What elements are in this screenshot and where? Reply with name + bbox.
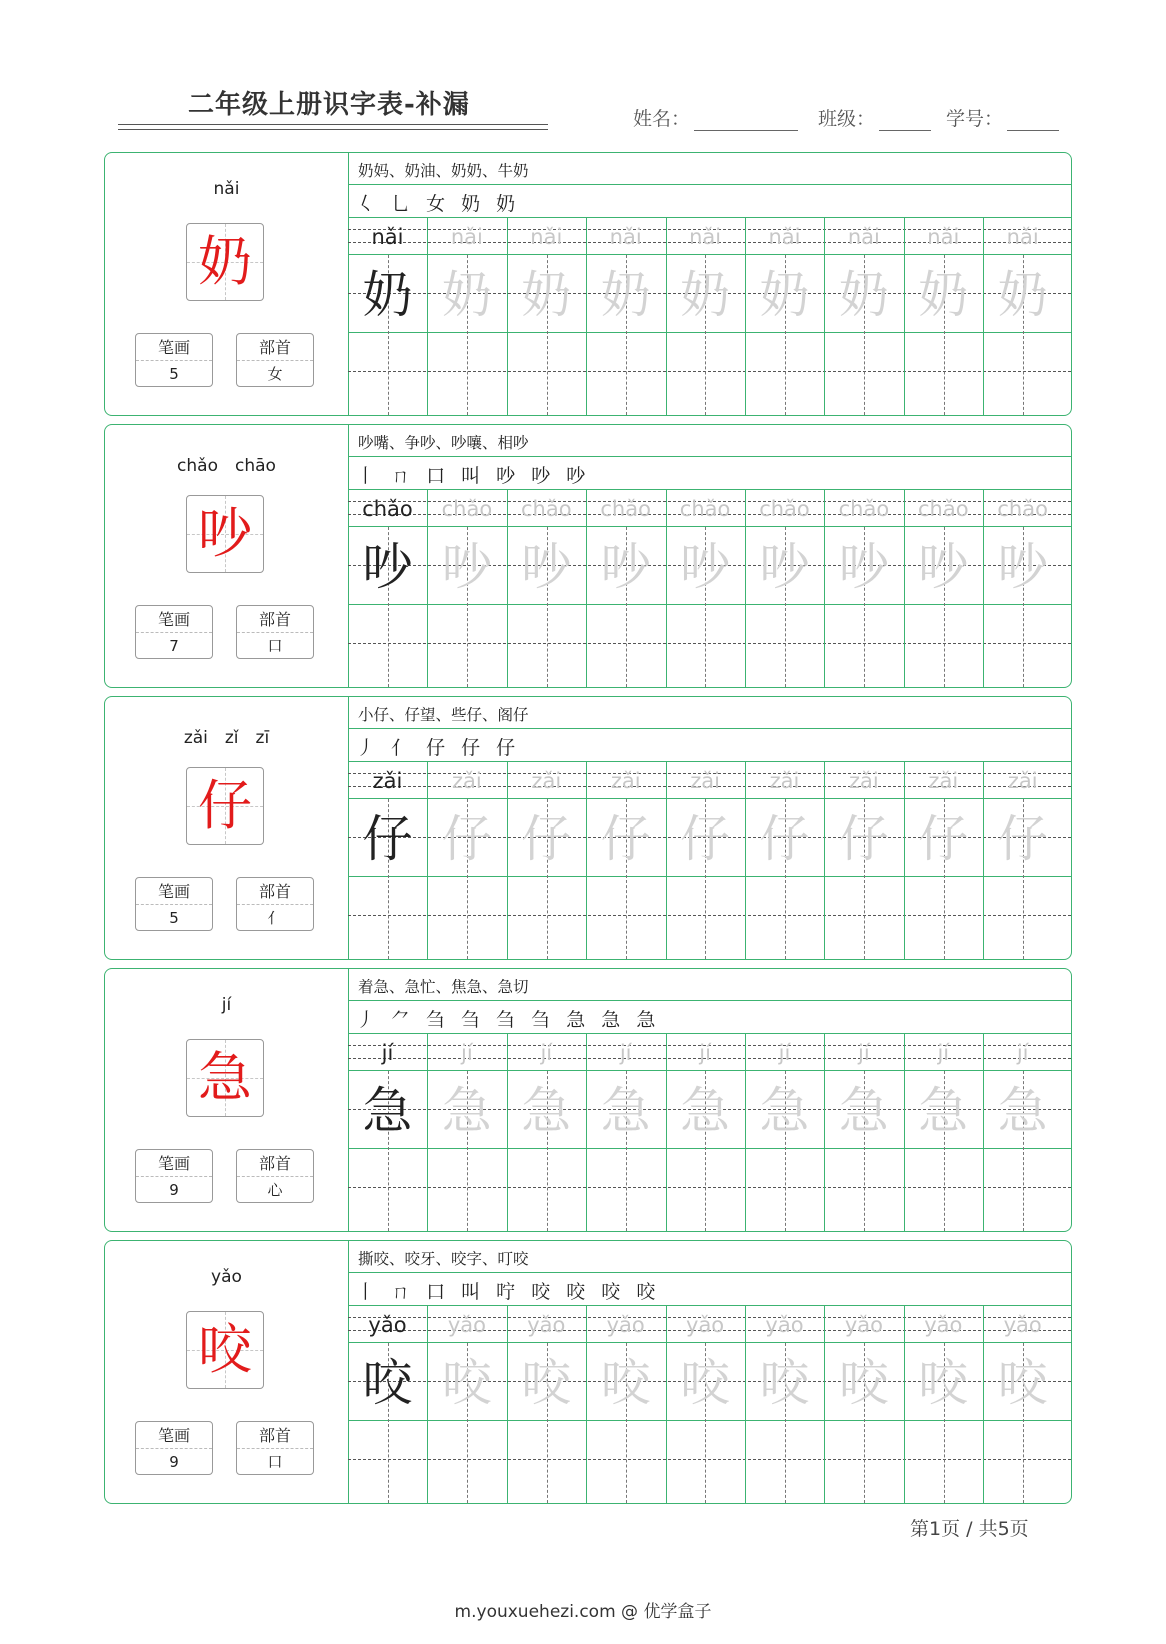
practice-pinyin-cell: chǎo (918, 497, 969, 521)
practice-char-cell: 仔 (600, 810, 651, 868)
practice-char-cell: 急 (600, 1082, 651, 1140)
practice-char-cell: 仔 (838, 810, 889, 868)
stroke-count-label: 笔画 (136, 1150, 212, 1177)
row-divider (348, 184, 1071, 185)
practice-pinyin-cell: zǎi (452, 769, 482, 793)
practice-char-cell: 急 (997, 1082, 1048, 1140)
character-card (104, 424, 1072, 688)
stroke-count-value: 5 (169, 909, 179, 927)
char-guide-line (348, 915, 1071, 916)
stroke-count-box (135, 1421, 213, 1475)
character-card (104, 696, 1072, 960)
character-card (104, 968, 1072, 1232)
character-card (104, 1240, 1072, 1504)
character-info-panel (105, 425, 349, 687)
practice-pinyin-cell: zǎi (1007, 769, 1038, 793)
stroke-order: 丨 ㄇ 口 叫 吵 吵 吵 (356, 465, 591, 487)
word-examples: 吵嘴、争吵、吵嚷、相吵 (358, 434, 529, 452)
practice-char-cell: 急 (918, 1082, 969, 1140)
practice-pinyin-cell: zǎi (849, 769, 879, 793)
practice-char-cell: 急 (441, 1082, 492, 1140)
radical-box (236, 1421, 314, 1475)
number-label: 学号： (946, 108, 1004, 130)
radical-value: 口 (267, 637, 283, 655)
practice-pinyin-cell: nǎi (530, 225, 563, 249)
practice-char-cell: 吵 (521, 538, 572, 596)
practice-char-cell: 奶 (759, 266, 810, 324)
practice-char-cell: 仔 (680, 810, 731, 868)
stroke-count-value: 7 (169, 637, 179, 655)
character-glyph: 仔 (198, 774, 252, 837)
practice-pinyin-cell: jí (381, 1041, 394, 1065)
character-display-box (186, 1039, 264, 1117)
practice-char-cell: 咬 (759, 1354, 810, 1412)
character-info-panel (105, 969, 349, 1231)
practice-pinyin-cell: jí (1016, 1041, 1029, 1065)
practice-char-cell: 吵 (997, 538, 1048, 596)
stroke-count-box (135, 1149, 213, 1203)
name-label: 姓名： (633, 108, 691, 130)
word-examples: 奶妈、奶油、奶奶、牛奶 (358, 162, 529, 180)
practice-char-cell: 吵 (838, 538, 889, 596)
practice-char-cell: 吵 (918, 538, 969, 596)
practice-char-cell: 吵 (680, 538, 731, 596)
stroke-count-box (135, 605, 213, 659)
practice-char-cell: 仔 (521, 810, 572, 868)
practice-char-cell: 奶 (680, 266, 731, 324)
practice-pinyin-cell: nǎi (609, 225, 642, 249)
practice-panel (348, 1241, 1071, 1503)
row-divider (348, 489, 1071, 490)
radical-label: 部首 (237, 1422, 313, 1449)
practice-pinyin-cell: chǎo (838, 497, 890, 521)
radical-box (236, 1149, 314, 1203)
class-label: 班级： (818, 108, 876, 130)
practice-pinyin-cell: yǎo (368, 1313, 407, 1337)
practice-pinyin-cell: chǎo (441, 497, 493, 521)
practice-pinyin-cell: jí (937, 1041, 950, 1065)
radical-value: 口 (267, 1453, 283, 1471)
word-examples: 撕咬、咬牙、咬字、叮咬 (358, 1250, 529, 1268)
practice-char-cell: 吵 (362, 538, 413, 596)
practice-char-cell: 咬 (600, 1354, 651, 1412)
title-underline (118, 124, 548, 125)
practice-pinyin-cell: jí (858, 1041, 870, 1065)
page-number: 第1页 / 共5页 (910, 1518, 1029, 1540)
practice-pinyin-cell: nǎi (847, 225, 880, 249)
character-info-panel (105, 697, 349, 959)
radical-value: 心 (267, 1181, 283, 1199)
stroke-order: 丨 ㄇ 口 叫 咛 咬 咬 咬 咬 (356, 1281, 661, 1303)
char-guide-line (348, 371, 1071, 372)
char-guide-line (348, 643, 1071, 644)
practice-pinyin-cell: jí (699, 1041, 711, 1065)
practice-pinyin-cell: zǎi (690, 769, 720, 793)
character-pinyin: zǎi zǐ zī (183, 728, 270, 748)
character-glyph: 咬 (198, 1318, 252, 1381)
practice-pinyin-cell: zǎi (769, 769, 800, 793)
stroke-count-value: 9 (169, 1181, 179, 1199)
practice-pinyin-cell: chǎo (759, 497, 810, 521)
practice-char-cell: 咬 (997, 1354, 1048, 1412)
practice-pinyin-cell: zǎi (610, 769, 641, 793)
practice-panel (348, 425, 1071, 687)
word-examples: 小仔、仔望、些仔、阁仔 (358, 706, 529, 724)
stroke-count-label: 笔画 (136, 878, 212, 905)
title-underline (118, 129, 548, 130)
practice-panel (348, 153, 1071, 415)
character-glyph: 吵 (198, 502, 252, 565)
practice-pinyin-cell: chǎo (521, 497, 572, 521)
practice-pinyin-cell: yǎo (686, 1313, 725, 1337)
practice-pinyin-cell: yǎo (527, 1313, 566, 1337)
practice-char-cell: 急 (680, 1082, 731, 1140)
practice-char-cell: 奶 (521, 266, 572, 324)
practice-pinyin-cell: yǎo (606, 1313, 645, 1337)
character-display-box (186, 767, 264, 845)
practice-pinyin-cell: yǎo (924, 1313, 963, 1337)
practice-pinyin-cell: zǎi (531, 769, 562, 793)
row-divider (348, 1000, 1071, 1001)
character-info-panel (105, 1241, 349, 1503)
practice-pinyin-cell: yǎo (447, 1313, 486, 1337)
practice-char-cell: 仔 (918, 810, 969, 868)
row-divider (348, 456, 1071, 457)
practice-pinyin-cell: chǎo (679, 497, 731, 521)
practice-pinyin-cell: nǎi (1006, 225, 1039, 249)
character-glyph: 奶 (198, 230, 252, 293)
class-field[interactable] (818, 104, 931, 131)
practice-char-cell: 奶 (600, 266, 651, 324)
practice-char-cell: 急 (759, 1082, 810, 1140)
stroke-order: 丿 亻 仔 仔 仔 (356, 737, 521, 759)
character-pinyin: nǎi (213, 179, 240, 199)
practice-pinyin-cell: chǎo (362, 497, 413, 521)
radical-box (236, 605, 314, 659)
practice-panel (348, 697, 1071, 959)
practice-pinyin-cell: chǎo (600, 497, 651, 521)
radical-box (236, 877, 314, 931)
character-info-panel (105, 153, 349, 415)
practice-pinyin-cell: zǎi (372, 769, 403, 793)
radical-label: 部首 (237, 606, 313, 633)
practice-pinyin-cell: nǎi (689, 225, 722, 249)
practice-char-cell: 急 (362, 1082, 413, 1140)
character-display-box (186, 1311, 264, 1389)
number-field[interactable] (946, 104, 1059, 131)
practice-panel (348, 969, 1071, 1231)
practice-pinyin-cell: jí (461, 1041, 473, 1065)
character-pinyin: jí (221, 995, 232, 1015)
row-divider (348, 1033, 1071, 1034)
char-guide-line (348, 1187, 1071, 1188)
practice-pinyin-cell: jí (619, 1041, 632, 1065)
practice-char-cell: 咬 (838, 1354, 889, 1412)
radical-label: 部首 (237, 334, 313, 361)
radical-box (236, 333, 314, 387)
practice-pinyin-cell: nǎi (927, 225, 960, 249)
practice-char-cell: 吵 (759, 538, 810, 596)
practice-char-cell: 急 (838, 1082, 889, 1140)
practice-pinyin-cell: zǎi (928, 769, 959, 793)
practice-char-cell: 仔 (997, 810, 1048, 868)
practice-char-cell: 仔 (362, 810, 413, 868)
row-divider (348, 1305, 1071, 1306)
char-guide-line (348, 1459, 1071, 1460)
practice-char-cell: 咬 (680, 1354, 731, 1412)
practice-char-cell: 奶 (362, 266, 413, 324)
stroke-count-box (135, 877, 213, 931)
practice-char-cell: 吵 (441, 538, 492, 596)
practice-char-cell: 吵 (600, 538, 651, 596)
name-field[interactable] (633, 104, 798, 131)
radical-value: 女 (267, 365, 283, 383)
stroke-count-label: 笔画 (136, 1422, 212, 1449)
character-pinyin: chǎo chāo (177, 456, 276, 476)
character-display-box (186, 223, 264, 301)
stroke-count-label: 笔画 (136, 606, 212, 633)
stroke-order: 𡿨 乚 女 奶 奶 (356, 193, 521, 215)
practice-pinyin-cell: nǎi (450, 225, 483, 249)
practice-char-cell: 咬 (918, 1354, 969, 1412)
practice-pinyin-cell: nǎi (371, 225, 404, 249)
row-divider (348, 728, 1071, 729)
stroke-count-value: 9 (169, 1453, 179, 1471)
radical-label: 部首 (237, 878, 313, 905)
practice-char-cell: 奶 (838, 266, 889, 324)
row-divider (348, 217, 1071, 218)
practice-char-cell: 咬 (441, 1354, 492, 1412)
stroke-count-box (135, 333, 213, 387)
footer-site: m.youxuehezi.com @ 优学盒子 (454, 1602, 712, 1622)
practice-pinyin-cell: jí (540, 1041, 553, 1065)
practice-pinyin-cell: yǎo (1003, 1313, 1042, 1337)
character-glyph: 急 (198, 1046, 252, 1109)
practice-char-cell: 奶 (918, 266, 969, 324)
radical-value: 亻 (267, 909, 283, 927)
class-blank[interactable] (879, 110, 931, 131)
stroke-count-label: 笔画 (136, 334, 212, 361)
word-examples: 着急、急忙、焦急、急切 (358, 978, 529, 996)
number-blank[interactable] (1007, 110, 1059, 131)
stroke-count-value: 5 (169, 365, 179, 383)
practice-char-cell: 仔 (441, 810, 492, 868)
practice-char-cell: 奶 (997, 266, 1048, 324)
practice-char-cell: 仔 (759, 810, 810, 868)
radical-label: 部首 (237, 1150, 313, 1177)
character-card (104, 152, 1072, 416)
practice-pinyin-cell: yǎo (844, 1313, 883, 1337)
name-blank[interactable] (694, 110, 798, 131)
practice-pinyin-cell: jí (778, 1041, 791, 1065)
practice-pinyin-cell: nǎi (768, 225, 801, 249)
character-display-box (186, 495, 264, 573)
row-divider (348, 1272, 1071, 1273)
practice-pinyin-cell: chǎo (997, 497, 1048, 521)
practice-pinyin-cell: yǎo (765, 1313, 804, 1337)
row-divider (348, 761, 1071, 762)
practice-char-cell: 急 (521, 1082, 572, 1140)
practice-char-cell: 咬 (521, 1354, 572, 1412)
stroke-order: 丿 ⺈ 刍 刍 刍 刍 急 急 急 (356, 1009, 661, 1031)
practice-char-cell: 咬 (362, 1354, 413, 1412)
page-title: 二年级上册识字表-补漏 (188, 90, 470, 120)
character-pinyin: yǎo (211, 1267, 242, 1287)
practice-char-cell: 奶 (441, 266, 492, 324)
